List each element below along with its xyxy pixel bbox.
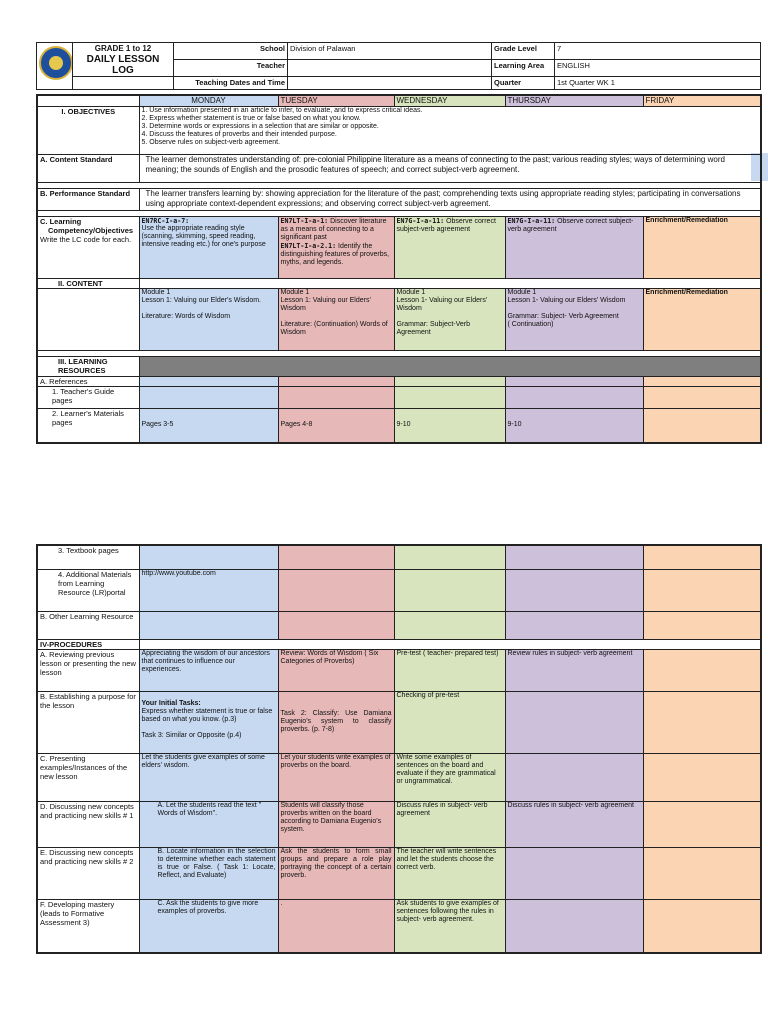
procedure-b-tuesday: Task 2: Classify: Use Damiana Eugenio's system to classify proverbs. (p. 7-8)	[278, 691, 394, 753]
competency-monday	[139, 217, 278, 279]
lc-code: EN7RC-I-a-7:	[141, 217, 190, 225]
lc-code: EN7G-I-a-11:	[507, 217, 556, 225]
cell-monday	[139, 611, 278, 639]
lc-code: EN7LT-I-a-1:	[280, 217, 329, 225]
procedure-d-tuesday: Students will classify those proverbs written on the board according to Damiana Eugenio's system.	[278, 801, 394, 847]
content-line: Module 1	[507, 289, 537, 296]
cell-thursday	[505, 691, 643, 753]
objective-item: 1. Use information presented in an article to infer, to evaluate, and to express critical ideas.	[141, 107, 423, 114]
content-line: Literature: (Continuation) Words of Wisdom	[280, 321, 388, 336]
cell-wednesday	[394, 545, 505, 569]
content-line: Lesson 1- Valuing our Elders' Wisdom	[396, 297, 488, 312]
task-gap	[142, 724, 276, 732]
day-header-tuesday: TUESDAY	[278, 95, 394, 107]
cell-thursday	[505, 899, 643, 953]
content-line: Module 1	[396, 289, 426, 296]
procedure-a-label: A. Reviewing previous lesson or presenting the new lesson	[37, 649, 139, 691]
procedures-header-blank	[139, 639, 761, 649]
lm-wednesday: 9-10	[394, 409, 505, 443]
resources-band	[139, 357, 761, 377]
corner-cell	[37, 95, 139, 107]
cell-monday	[139, 387, 278, 409]
objectives-text	[139, 107, 761, 155]
procedure-a-tuesday: Review: Words of Wisdom ( Six Categories of Proverbs)	[278, 649, 394, 691]
cell-thursday	[505, 847, 643, 899]
cell-tuesday	[278, 387, 394, 409]
teacher-label: Teacher	[174, 60, 288, 77]
content-standard-label: A. Content Standard	[37, 155, 139, 183]
cell-friday	[643, 753, 761, 801]
textbook-label: 3. Textbook pages	[37, 545, 139, 569]
task-text: Task 3: Similar or Opposite (p.4)	[141, 731, 242, 739]
competency-tuesday	[278, 217, 394, 279]
lm-monday: Pages 3-5	[139, 409, 278, 443]
procedure-c-label: C. Presenting examples/Instances of the new lesson	[37, 753, 139, 801]
cell-wednesday	[394, 569, 505, 611]
cell-friday	[643, 387, 761, 409]
procedure-f-monday: C. Ask the students to give more examples of proverbs.	[139, 899, 278, 953]
teacher-value	[288, 60, 492, 77]
cell-thursday	[505, 387, 643, 409]
procedures-label: IV-PROCEDURES	[37, 639, 139, 649]
grade-level-label: Grade Level	[492, 43, 555, 60]
title-cell	[73, 43, 174, 77]
procedure-b-label: B. Establishing a purpose for the lesson	[37, 691, 139, 753]
procedure-e-tuesday: Ask the students to form small groups and prepare a role play portraying the concept of a certain proverb.	[278, 847, 394, 899]
grade-range: GRADE 1 to 12	[94, 44, 152, 53]
procedure-b-wednesday: Checking of pre-test	[394, 691, 505, 753]
cell-friday	[643, 899, 761, 953]
school-value: Division of Palawan	[288, 43, 492, 60]
cell-wednesday	[394, 387, 505, 409]
procedure-c-monday: Let the students give examples of some elders' wisdom.	[139, 753, 278, 801]
lc-text: Discover literature as a means of connecting to a significant past	[280, 218, 387, 241]
learners-materials-label: 2. Learner's Materials pages	[37, 409, 139, 443]
content-friday: Enrichment/Remediation	[643, 289, 761, 351]
procedure-d-thursday: Discuss rules in subject- verb agreement	[505, 801, 643, 847]
content-monday	[139, 289, 278, 351]
cell-friday	[643, 569, 761, 611]
procedure-d-label: D. Discussing new concepts and practicing new skills # 1	[37, 801, 139, 847]
school-label: School	[174, 43, 288, 60]
dates-label: Teaching Dates and Time	[174, 77, 288, 90]
procedure-f-label: F. Developing mastery (leads to Formative Assessment 3)	[37, 899, 139, 953]
cell-tuesday	[278, 569, 394, 611]
lesson-table-part-2	[36, 544, 762, 954]
competency-thursday	[505, 217, 643, 279]
lc-text: Observe correct subject-verb agreement	[507, 218, 634, 233]
competency-friday: Enrichment/Remediation	[643, 217, 761, 279]
performance-standard-text: The learner transfers learning by: showing appreciation for the literature of the past; comprehending texts using appropriate reading styles; participating in conversations using appropriate context-dependent expressions; and observing correct subject-verb agreement.	[139, 189, 761, 211]
day-header-monday: MONDAY	[139, 95, 278, 107]
content-gap	[142, 305, 276, 313]
procedure-a-thursday: Review rules in subject- verb agreement	[505, 649, 643, 691]
competency-label-line: C. Learning	[40, 217, 82, 226]
lc-code: EN7G-I-a-11:	[396, 217, 445, 225]
cell-monday	[139, 545, 278, 569]
content-blank	[37, 289, 139, 351]
header-table	[36, 42, 761, 90]
quarter-label: Quarter	[492, 77, 555, 90]
content-line: Module 1	[280, 289, 310, 296]
objective-item: 2. Express whether statement is true or false based on what you know.	[141, 115, 361, 122]
procedure-d-wednesday: Discuss rules in subject- verb agreement	[394, 801, 505, 847]
cell-friday	[643, 545, 761, 569]
content-line: Grammar: Subject- Verb Agreement	[507, 313, 619, 320]
cell-friday	[643, 649, 761, 691]
blank-cell	[73, 77, 174, 90]
cell-friday	[643, 691, 761, 753]
cell-friday	[643, 611, 761, 639]
grade-level-value: 7	[555, 43, 761, 60]
procedure-e-monday: B. Locate information in the selection to determine whether each statement is true or False. ( Task 1: Locate, Reflect, and Evaluate)	[139, 847, 278, 899]
content-gap	[397, 313, 503, 321]
learning-area-value: ENGLISH	[555, 60, 761, 77]
cell-friday	[643, 801, 761, 847]
cell-tuesday	[278, 377, 394, 387]
cell-tuesday	[278, 545, 394, 569]
competency-label-line: Competency/Objectives	[48, 226, 134, 235]
resources-label: III. LEARNING RESOURCES	[37, 357, 139, 377]
objective-item: 4. Discuss the features of proverbs and their intended purpose.	[141, 131, 337, 138]
cell-friday	[643, 409, 761, 443]
content-line: Module 1	[141, 289, 171, 296]
teachers-guide-label: 1. Teacher's Guide pages	[37, 387, 139, 409]
lesson-table-part-1	[36, 94, 762, 444]
lc-text: Use the appropriate reading style (scanning, skimming, speed reading, intensive reading etc.) for one's purpose	[141, 225, 266, 248]
content-line: Lesson 1- Valuing our Elders' Wisdom	[507, 297, 626, 304]
content-standard-text: The learner demonstrates understanding of: pre-colonial Philippine literature as a means of connecting to the past; various reading styles; ways of determining word meaning; the sounds of English and the prosodic features of speech; and correct subject-verb agreement.	[139, 155, 761, 183]
learning-area-label: Learning Area	[492, 60, 555, 77]
additional-materials-label: 4. Additional Materials from Learning Resource (LR)portal	[37, 569, 139, 611]
dates-value	[288, 77, 492, 90]
cell-thursday	[505, 569, 643, 611]
procedure-f-tuesday: .	[278, 899, 394, 953]
content-tuesday	[278, 289, 394, 351]
procedure-e-label: E. Discussing new concepts and practicing new skills # 2	[37, 847, 139, 899]
cell-friday	[643, 847, 761, 899]
procedure-a-monday: Appreciating the wisdom of our ancestors that continues to influence our experiences.	[139, 649, 278, 691]
content-line: Grammar: Subject-Verb Agreement	[396, 321, 471, 336]
procedure-a-wednesday: Pre-test ( teacher- prepared test)	[394, 649, 505, 691]
lc-code: EN7LT-I-a-2.1:	[280, 242, 337, 250]
day-header-thursday: THURSDAY	[505, 95, 643, 107]
content-gap	[281, 313, 392, 321]
competency-label	[37, 217, 139, 279]
procedure-e-wednesday: The teacher will write sentences and let the students choose the correct verb.	[394, 847, 505, 899]
content-wednesday	[394, 289, 505, 351]
references-label: A. References	[37, 377, 139, 387]
cell-thursday	[505, 377, 643, 387]
procedure-d-monday: A. Let the students read the text " Words of Wisdom".	[139, 801, 278, 847]
day-header-friday: FRIDAY	[643, 95, 761, 107]
other-resource-label: B. Other Learning Resource	[37, 611, 139, 639]
lc-text: Observe correct subject-verb agreement	[396, 218, 496, 233]
cell-wednesday	[394, 377, 505, 387]
content-gap	[508, 305, 641, 313]
content-line: Literature: Words of Wisdom	[141, 313, 231, 320]
procedure-c-tuesday: Let your students write examples of proverbs on the board.	[278, 753, 394, 801]
task-title: Your Initial Tasks:	[141, 699, 201, 707]
cell-wednesday	[394, 611, 505, 639]
task-text: Express whether statement is true or false based on what you know. (p.3)	[141, 707, 273, 723]
competency-wednesday	[394, 217, 505, 279]
cell-thursday	[505, 611, 643, 639]
objective-item: 3. Determine words or expressions in a selection that are similar or opposite.	[141, 123, 379, 130]
lm-thursday: 9-10	[505, 409, 643, 443]
procedure-c-wednesday: Write some examples of sentences on the board and evaluate if they are grammatical or ungrammatical.	[394, 753, 505, 801]
procedure-b-monday	[139, 691, 278, 753]
content-line: ( Continuation)	[507, 321, 554, 328]
cell-monday	[139, 377, 278, 387]
content-line: Lesson 1: Valuing our Elders' Wisdom	[280, 297, 371, 312]
day-header-wednesday: WEDNESDAY	[394, 95, 505, 107]
document-title: DAILY LESSON LOG	[86, 54, 160, 76]
cell-friday	[643, 377, 761, 387]
additional-monday: http://www.youtube.com	[139, 569, 278, 611]
content-label: II. CONTENT	[37, 279, 139, 289]
deped-seal	[37, 43, 73, 90]
lm-tuesday: Pages 4-8	[278, 409, 394, 443]
objectives-label: I. OBJECTIVES	[37, 107, 139, 155]
cell-thursday	[505, 753, 643, 801]
content-line: Lesson 1: Valuing our Elder's Wisdom.	[141, 297, 261, 304]
cell-thursday	[505, 545, 643, 569]
seal-icon	[39, 46, 73, 80]
lc-text: Identify the distinguishing features of proverbs, myths, and legends.	[280, 243, 390, 266]
content-header-blank	[139, 279, 761, 289]
competency-label-line: Write the LC code for each.	[40, 235, 132, 244]
performance-standard-label: B. Performance Standard	[37, 189, 139, 211]
content-thursday	[505, 289, 643, 351]
objective-item: 5. Observe rules on subject-verb agreement.	[141, 139, 281, 146]
procedure-f-wednesday: Ask students to give examples of sentences following the rules in subject- verb agreement.	[394, 899, 505, 953]
cell-tuesday	[278, 611, 394, 639]
quarter-value: 1st Quarter WK 1	[555, 77, 761, 90]
